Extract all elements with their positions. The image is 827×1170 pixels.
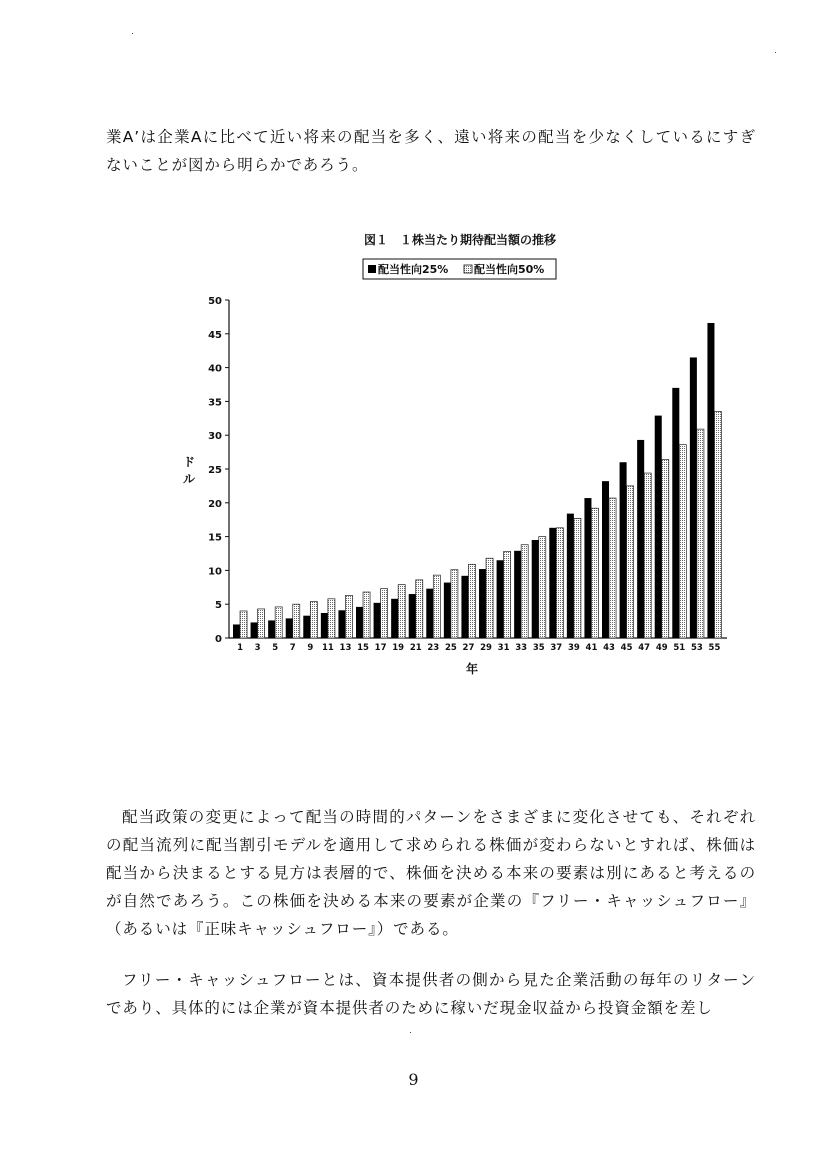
bar-payout-50	[574, 518, 581, 638]
bar-payout-50	[468, 564, 475, 638]
bar-payout-25	[321, 613, 328, 638]
x-tick-label: 27	[462, 643, 475, 653]
x-tick-label: 17	[374, 643, 387, 653]
bar-payout-50	[240, 611, 247, 638]
x-tick-label: 55	[708, 643, 721, 653]
scan-dot-bottom	[410, 1032, 411, 1033]
bar-payout-25	[672, 388, 679, 638]
bar-payout-50	[398, 585, 405, 638]
bar-payout-50	[644, 473, 651, 638]
legend-label-25: 配当性向25%	[378, 263, 449, 276]
x-tick-label: 19	[392, 643, 405, 653]
y-axis-label-bottom: ル	[182, 472, 196, 486]
bar-payout-25	[409, 594, 416, 638]
y-tick-label: 30	[208, 431, 222, 443]
bar-payout-50	[416, 580, 423, 638]
bar-payout-25	[391, 599, 398, 638]
bar-payout-25	[655, 416, 662, 638]
y-tick-label: 0	[215, 634, 222, 645]
bar-payout-25	[444, 583, 451, 638]
legend-swatch-50	[464, 265, 472, 273]
x-tick-label: 45	[620, 643, 633, 653]
legend-label-50: 配当性向50%	[474, 263, 545, 276]
bar-payout-25	[356, 607, 363, 638]
bar-payout-25	[338, 610, 345, 638]
bar-payout-50	[381, 589, 388, 638]
x-tick-label: 51	[673, 643, 686, 653]
chart-title: 図１ １株当たり期待配当額の推移	[363, 233, 557, 247]
x-tick-label: 43	[603, 643, 615, 653]
x-tick-label: 3	[254, 643, 261, 653]
x-tick-label: 33	[515, 643, 528, 653]
bar-payout-50	[345, 595, 352, 638]
bar-payout-25	[637, 440, 644, 638]
y-tick-label: 5	[215, 600, 222, 612]
x-tick-label: 11	[321, 643, 334, 653]
paragraph-top: 業A’は企業Aに比べて近い将来の配当を多く、遠い将来の配当を少なくしているにすぎないことが図から明らかであろう。	[106, 128, 756, 174]
y-axis-label-top: ド	[182, 455, 196, 469]
bar-payout-25	[286, 618, 293, 638]
bar-payout-25	[707, 323, 714, 638]
y-tick-label: 15	[208, 532, 222, 544]
x-tick-label: 37	[550, 643, 563, 653]
bar-payout-50	[275, 607, 282, 638]
bar-payout-50	[662, 460, 669, 638]
page-number: 9	[408, 1070, 419, 1089]
bar-payout-50	[521, 545, 528, 638]
bar-payout-25	[602, 481, 609, 638]
bar-payout-25	[426, 589, 433, 638]
paragraph-2: フリー・キャッシュフローとは、資本提供者の側から見た企業活動の毎年のリターンであり、具体的には企業が資本提供者のために稼いだ現金収益から投資金額を差し	[106, 971, 756, 1017]
bar-payout-25	[374, 603, 381, 638]
x-tick-label: 1	[237, 643, 243, 653]
x-tick-label: 31	[497, 643, 510, 653]
paragraph-1: 配当政策の変更によって配当の時間的パターンをさまざまに変化させても、それぞれの配当流列に配当割引モデルを適用して求められる株価が変わらないとすれば、株価は配当から決まるとする見方は表層的で、株価を決める本来の要素は別にあると考えるのが自然であろう。この株価を決める本来の要素が企業の『フリー・キャッシュフロー』（あるいは『正味キャッシュフロー』）である。	[106, 808, 756, 938]
bars	[233, 323, 721, 638]
y-tick-label: 45	[208, 329, 222, 341]
bar-payout-25	[233, 624, 240, 638]
x-tick-label: 53	[690, 643, 703, 653]
legend-swatch-25	[368, 265, 376, 273]
bar-payout-25	[461, 576, 468, 638]
bar-payout-50	[258, 609, 265, 638]
bar-payout-25	[620, 462, 627, 638]
x-tick-label: 41	[585, 643, 598, 653]
bar-payout-50	[539, 537, 546, 638]
y-tick-label: 10	[208, 566, 222, 578]
y-tick-label: 20	[208, 498, 222, 510]
bar-payout-25	[532, 540, 539, 638]
bar-payout-25	[549, 528, 556, 638]
bar-payout-25	[584, 498, 591, 638]
x-tick-labels	[237, 643, 720, 653]
bar-payout-50	[328, 599, 335, 638]
bar-payout-25	[567, 514, 574, 638]
bar-payout-50	[714, 412, 721, 638]
bar-payout-50	[697, 429, 704, 638]
x-axis-label: 年	[465, 662, 479, 676]
x-tick-label: 21	[409, 643, 422, 653]
bar-payout-50	[451, 570, 458, 638]
x-tick-label: 29	[480, 643, 492, 653]
y-tick-label: 35	[208, 397, 222, 409]
x-tick-label: 49	[655, 643, 668, 653]
bar-payout-25	[268, 620, 275, 638]
x-tick-label: 47	[638, 643, 651, 653]
x-tick-label: 23	[427, 643, 440, 653]
y-tick-label: 25	[208, 465, 222, 476]
bar-payout-50	[556, 528, 563, 638]
bar-payout-50	[627, 486, 634, 638]
bar-payout-50	[591, 508, 598, 638]
x-tick-label: 13	[339, 643, 352, 653]
bar-payout-50	[363, 592, 370, 638]
x-tick-label: 25	[444, 643, 457, 653]
bar-payout-25	[497, 560, 504, 638]
bar-payout-50	[486, 558, 493, 638]
bar-payout-50	[293, 604, 300, 638]
bar-payout-50	[679, 445, 686, 638]
bar-payout-25	[690, 357, 697, 638]
x-tick-label: 5	[272, 643, 279, 653]
chart-legend	[363, 259, 556, 279]
bar-payout-25	[479, 569, 486, 638]
y-tick-label: 50	[208, 296, 222, 307]
bar-payout-25	[514, 551, 521, 638]
bar-payout-50	[504, 551, 511, 638]
bar-payout-25	[303, 616, 310, 638]
x-tick-label: 9	[307, 643, 314, 653]
x-tick-label: 7	[289, 643, 296, 653]
bar-payout-50	[433, 575, 440, 638]
x-tick-label: 35	[532, 643, 545, 653]
bar-payout-50	[609, 498, 616, 638]
x-tick-label: 39	[567, 643, 580, 653]
bar-payout-25	[251, 622, 258, 638]
x-tick-label: 15	[357, 643, 369, 653]
y-tick-label: 40	[208, 363, 222, 375]
bar-payout-50	[310, 601, 317, 638]
